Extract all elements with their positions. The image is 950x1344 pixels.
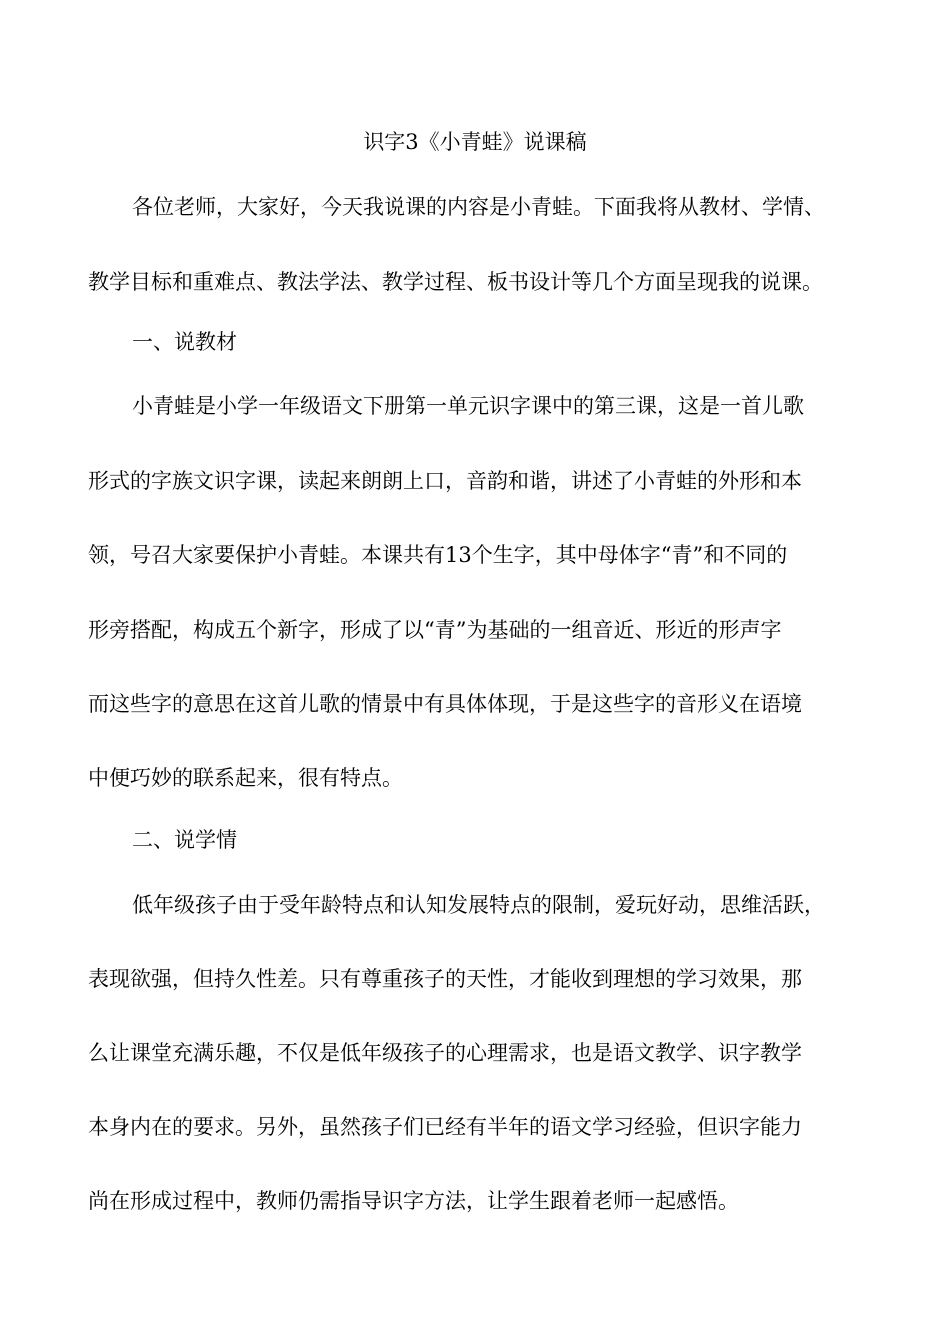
section-heading: 一、说教材 (132, 330, 237, 354)
text-line: 表现欲强，但持久性差。只有尊重孩子的天性，才能收到理想的学习效果，那 (88, 967, 802, 991)
text-line: 形式的字族文识字课，读起来朗朗上口，音韵和谐，讲述了小青蛙的外形和本 (88, 469, 802, 493)
text-line: 领，号召大家要保护小青蛙。本课共有13个生字，其中母体字“青”和不同的 (88, 543, 788, 567)
text-line: 小青蛙是小学一年级语文下册第一单元识字课中的第三课，这是一首儿歌 (132, 394, 804, 418)
text-line: 形旁搭配，构成五个新字，形成了以“青”为基础的一组音近、形近的形声字 (88, 618, 782, 642)
text-line: 各位老师，大家好，今天我说课的内容是小青蛙。下面我将从教材、学情、 (132, 195, 825, 219)
text-line: 中便巧妙的联系起来，很有特点。 (88, 766, 403, 790)
text-line: 低年级孩子由于受年龄特点和认知发展特点的限制，爱玩好动，思维活跃， (132, 893, 825, 917)
text-line: 么让课堂充满乐趣，不仅是低年级孩子的心理需求，也是语文教学、识字教学 (88, 1041, 802, 1065)
text-line: 教学目标和重难点、教法学法、教学过程、板书设计等几个方面呈现我的说课。 (88, 270, 823, 294)
text-line: 尚在形成过程中，教师仍需指导识字方法，让学生跟着老师一起感悟。 (88, 1189, 739, 1213)
text-line: 本身内在的要求。另外，虽然孩子们已经有半年的语文学习经验，但识字能力 (88, 1115, 802, 1139)
section-heading: 二、说学情 (132, 828, 237, 852)
text-line: 而这些字的意思在这首儿歌的情景中有具体体现，于是这些字的音形义在语境 (88, 692, 802, 716)
document-title: 识字3《小青蛙》说课稿 (363, 130, 587, 154)
